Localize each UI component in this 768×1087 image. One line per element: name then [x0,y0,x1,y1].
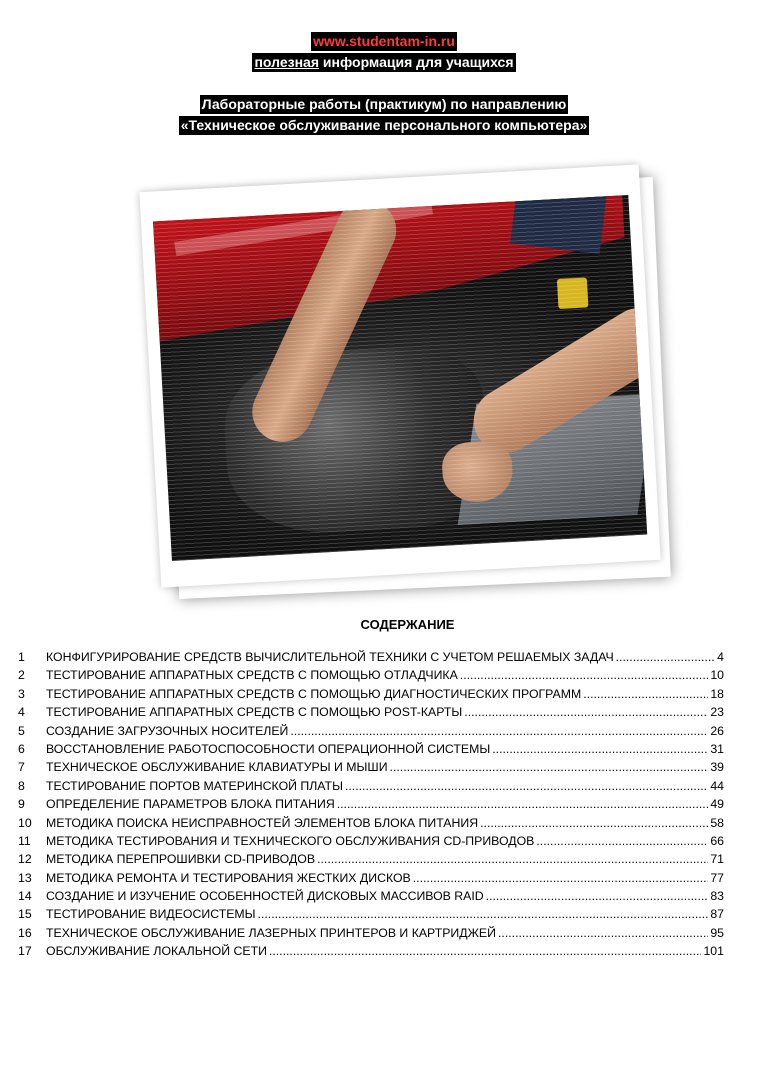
toc-entry-title: МЕТОДИКА ТЕСТИРОВАНИЯ И ТЕХНИЧЕСКОГО ОБСЛУЖИВАНИЯ CD-ПРИВОДОВ [46,833,535,848]
toc-entry-page: 71 [710,852,724,867]
toc-entry-number: 16 [18,925,32,940]
toc-entry-page: 26 [710,723,724,738]
toc-leader-dots [337,795,709,813]
toc-entry-number: 3 [18,686,25,701]
toc-entry-number: 11 [18,833,31,848]
toc-entry-number: 9 [18,797,25,812]
tagline-rest: информация для учащихся [319,54,514,70]
toc-entry-page: 39 [710,760,724,775]
toc-entry-page: 10 [710,668,724,683]
toc-entry-number: 13 [18,870,32,885]
toc-entry-number: 1 [18,650,25,664]
toc-entry-title: ТЕСТИРОВАНИЕ АППАРАТНЫХ СРЕДСТВ С ПОМОЩЬЮ POST-КАРТЫ [46,705,463,720]
toc-entry-page: 101 [703,944,724,959]
document-header [0,32,768,137]
toc-entry-number: 8 [18,778,25,793]
toc-entry-title: ВОССТАНОВЛЕНИЕ РАБОТОСПОСОБНОСТИ ОПЕРАЦИОННОЙ СИСТЕМЫ [46,741,491,756]
toc-entry[interactable] [18,942,724,960]
toc-entry-title: ТЕСТИРОВАНИЕ ВИДЕОСИСТЕМЫ [46,907,256,922]
title-line-2: «Техническое обслуживание персонального компьютера» [180,117,588,133]
cover-photo-mechanic [153,195,647,561]
toc-entry-number: 7 [18,760,25,775]
toc-entry-title: ТЕСТИРОВАНИЕ АППАРАТНЫХ СРЕДСТВ С ПОМОЩЬЮ ДИАГНОСТИЧЕСКИХ ПРОГРАММ [46,686,582,701]
toc-leader-dots [480,814,708,832]
toc-entry-title: МЕТОДИКА РЕМОНТА И ТЕСТИРОВАНИЯ ЖЕСТКИХ ДИСКОВ [46,870,411,885]
toc-entry[interactable] [18,758,724,776]
toc-entry[interactable] [18,832,724,850]
toc-entry-page: 44 [710,778,724,793]
toc-leader-dots [486,887,709,905]
toc-entry-title: ТЕСТИРОВАНИЕ ПОРТОВ МАТЕРИНСКОЙ ПЛАТЫ [46,778,343,793]
toc-entry-title: СОЗДАНИЕ И ИЗУЧЕНИЕ ОСОБЕННОСТЕЙ ДИСКОВЫХ МАССИВОВ RAID [46,889,484,904]
toc-entry-title: МЕТОДИКА ПОИСКА НЕИСПРАВНОСТЕЙ ЭЛЕМЕНТОВ БЛОКА ПИТАНИЯ [46,815,479,830]
toc-entry[interactable] [18,887,724,905]
toc-entry-page: 87 [710,907,724,922]
toc-entry[interactable] [18,795,724,813]
toc-entry-number: 4 [18,705,25,720]
toc-entry-page: 18 [710,686,724,701]
toc-entry-page: 23 [710,705,724,720]
toc-entry-title: ТЕХНИЧЕСКОЕ ОБСЛУЖИВАНИЕ ЛАЗЕРНЫХ ПРИНТЕРОВ И КАРТРИДЖЕЙ [46,925,496,940]
toc-leader-dots [536,832,708,850]
toc-entry-title: ОБСЛУЖИВАНИЕ ЛОКАЛЬНОЙ СЕТИ [46,944,267,959]
toc-entry-number: 2 [18,668,25,683]
toc-leader-dots [498,924,708,942]
toc-entry[interactable] [18,685,724,703]
toc-leader-dots [413,869,709,887]
cover-photo-frame [139,164,660,587]
toc-entry-number: 12 [18,852,32,867]
toc-leader-dots [345,777,708,795]
tagline [252,53,515,72]
toc-leader-dots [492,740,708,758]
toc-entry[interactable] [18,850,724,868]
toc-entry-page: 83 [710,889,724,904]
toc-entry-number: 14 [18,889,32,904]
toc-entry-page: 4 [717,650,724,664]
toc-entry[interactable] [18,648,724,666]
toc-leader-dots [390,758,709,776]
toc-leader-dots [269,942,702,960]
toc-entry-title: ТЕСТИРОВАНИЕ АППАРАТНЫХ СРЕДСТВ С ПОМОЩЬЮ ОТЛАДЧИКА [46,668,458,683]
toc-entry-number: 10 [18,815,32,830]
toc-entry[interactable] [18,814,724,832]
toc-entry-title: СОЗДАНИЕ ЗАГРУЗОЧНЫХ НОСИТЕЛЕЙ [46,723,289,738]
toc-entry[interactable] [18,777,724,795]
toc-leader-dots [460,666,709,684]
toc-entry-page: 58 [710,815,724,830]
toc-entry-page: 66 [710,833,724,848]
table-of-contents [18,648,724,961]
toc-entry-number: 17 [18,944,32,959]
toc-entry-page: 77 [710,870,724,885]
tagline-underlined: полезная [254,54,319,70]
title-line-1: Лабораторные работы (практикум) по направлению [201,96,567,112]
toc-entry[interactable] [18,905,724,923]
toc-leader-dots [583,685,708,703]
toc-entry-page: 49 [710,797,724,812]
toc-entry[interactable] [18,740,724,758]
toc-leader-dots [317,850,708,868]
site-url[interactable]: www.studentam-in.ru [313,33,455,49]
toc-entry[interactable] [18,869,724,887]
toc-entry-number: 5 [18,723,25,738]
toc-leader-dots [464,703,708,721]
toc-entry-title: ОПРЕДЕЛЕНИЕ ПАРАМЕТРОВ БЛОКА ПИТАНИЯ [46,797,335,812]
toc-entry[interactable] [18,722,724,740]
toc-entry-page: 31 [710,741,724,756]
toc-leader-dots [290,722,708,740]
toc-entry[interactable] [18,703,724,721]
toc-heading: СОДЕРЖАНИЕ [360,617,455,632]
toc-entry[interactable] [18,924,724,942]
toc-entry-title: МЕТОДИКА ПЕРЕПРОШИВКИ CD-ПРИВОДОВ [46,852,316,867]
toc-entry-title: ТЕХНИЧЕСКОЕ ОБСЛУЖИВАНИЕ КЛАВИАТУРЫ И МЫШИ [46,760,388,775]
toc-entry-title: КОНФИГУРИРОВАНИЕ СРЕДСТВ ВЫЧИСЛИТЕЛЬНОЙ ТЕХНИКИ С УЧЕТОМ РЕШАЕМЫХ ЗАДАЧ [46,650,614,664]
toc-leader-dots [616,648,716,666]
toc-entry-page: 95 [710,925,724,940]
toc-entry-number: 15 [18,907,32,922]
toc-leader-dots [258,905,709,923]
toc-entry[interactable] [18,666,724,684]
toc-entry-number: 6 [18,741,25,756]
